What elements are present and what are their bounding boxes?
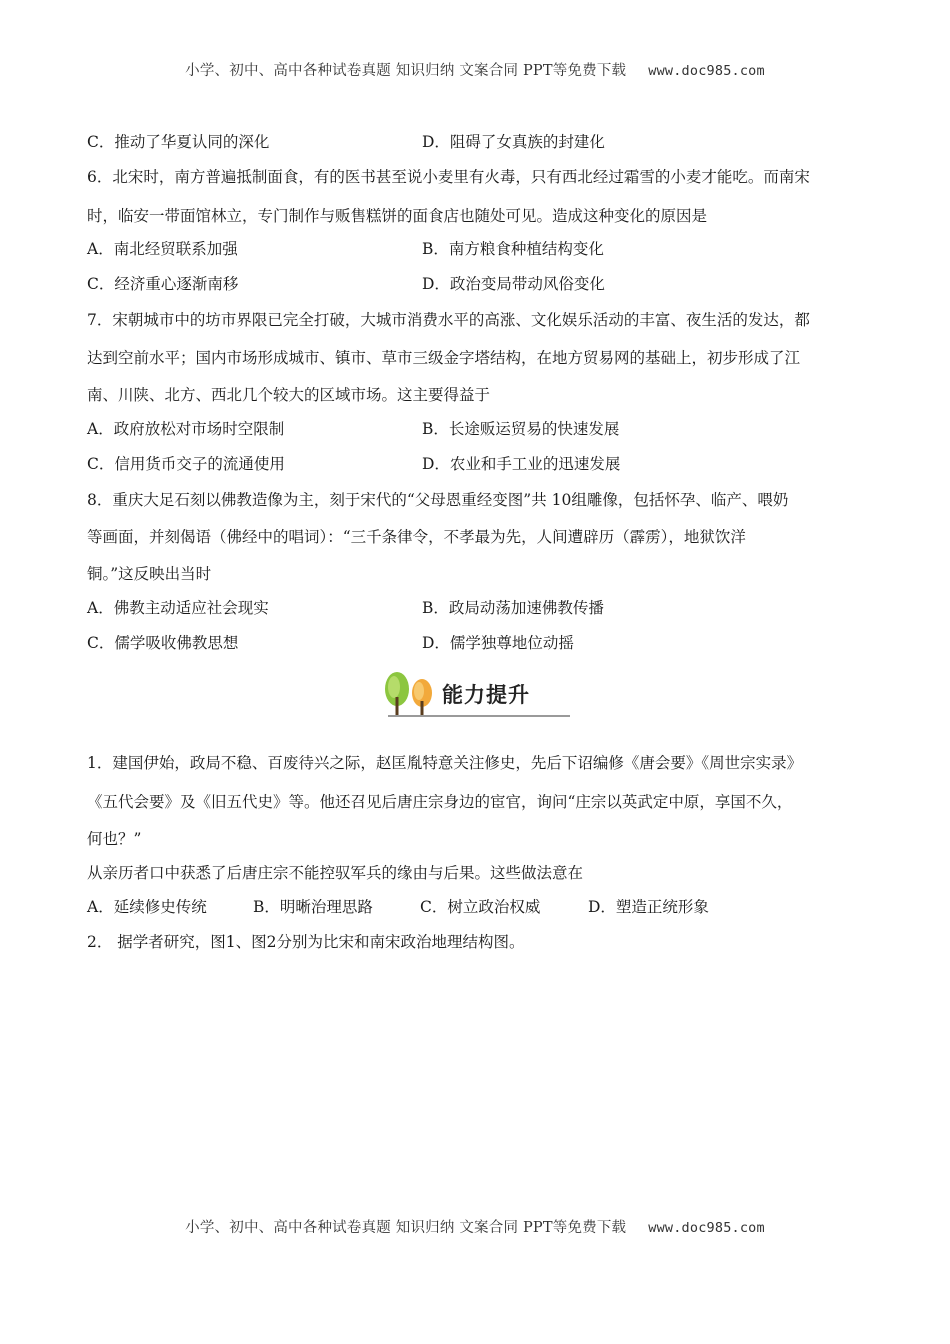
header-text: 小学、初中、高中各种试卷真题 知识归纳 文案合同 PPT等免费下载 <box>185 63 627 79</box>
q7-stem-line1: 7．宋朝城市中的坊市界限已完全打破，大城市消费水平的高涨、文化娱乐活动的丰富、夜生活的发达，都 <box>87 311 810 329</box>
q7-stem-line3: 南、川陕、北方、西北几个较大的区域市场。这主要得益于 <box>87 386 491 404</box>
section-underline <box>388 715 570 717</box>
q7-option-b: B．长途贩运贸易的快速发展 <box>422 420 620 438</box>
footer-url: www.doc985.com <box>648 1220 765 1236</box>
q5-option-c: C．推动了华夏认同的深化 <box>87 133 270 151</box>
q8-option-b: B．政局动荡加速佛教传播 <box>422 599 604 617</box>
q6-stem-line2: 时，临安一带面馆林立，专门制作与贩售糕饼的面食店也随处可见。造成这种变化的原因是 <box>87 207 708 225</box>
p1-stem-line4: 从亲历者口中获悉了后唐庄宗不能控驭军兵的缘由与后果。这些做法意在 <box>87 864 584 882</box>
q8-option-c: C．儒学吸收佛教思想 <box>87 634 239 652</box>
p1-option-b: B．明晰治理思路 <box>253 898 373 916</box>
section-banner <box>380 669 570 721</box>
p1-options <box>87 897 709 917</box>
q6-option-a: A．南北经贸联系加强 <box>87 240 238 258</box>
q8-stem-line1: 8．重庆大足石刻以佛教造像为主，刻于宋代的“父母恩重经变图”共 10组雕像，包括怀孕、临产、喂奶 <box>87 491 789 509</box>
q6-stem-line1: 6．北宋时，南方普遍抵制面食，有的医书甚至说小麦里有火毒，只有西北经过霜雪的小麦才能吃。而南宋 <box>87 168 810 186</box>
p1-option-a: A．延续修史传统 <box>87 898 207 916</box>
page-footer <box>0 1216 950 1237</box>
p1-stem-line1: 1．建国伊始，政局不稳、百废待兴之际，赵匡胤特意关注修史，先后下诏编修《唐会要》《周世宗实录》 <box>87 754 803 772</box>
p1-stem-line3: 何也？” <box>87 830 142 848</box>
footer-text: 小学、初中、高中各种试卷真题 知识归纳 文案合同 PPT等免费下载 <box>185 1220 627 1236</box>
p1-stem-line2: 《五代会要》及《旧五代史》等。他还召见后唐庄宗身边的宦官，询问“庄宗以英武定中原，享国不久， <box>87 793 793 811</box>
q5-option-d: D．阻碍了女真族的封建化 <box>422 133 605 151</box>
q8-stem-line2: 等画面，并刻偈语（佛经中的唱词）：“三千条律令，不孝最为先，人间遭辟历（霹雳），地狱饮洋 <box>87 528 746 546</box>
section-title: 能力提升 <box>442 683 530 707</box>
q6-option-d: D．政治变局带动风俗变化 <box>422 275 605 293</box>
p2-stem-line1: 2． 据学者研究，图1、图2分别为比宋和南宋政治地理结构图。 <box>87 933 525 951</box>
q7-stem-line2: 达到空前水平；国内市场形成城市、镇市、草市三级金字塔结构，在地方贸易网的基础上，初步形成了江 <box>87 349 801 367</box>
p1-option-d: D．塑造正统形象 <box>588 898 709 916</box>
q7-option-d: D．农业和手工业的迅速发展 <box>422 455 621 473</box>
q7-option-c: C．信用货币交子的流通使用 <box>87 455 285 473</box>
q6-option-b: B．南方粮食种植结构变化 <box>422 240 604 258</box>
p1-option-c: C．树立政治权威 <box>420 898 541 916</box>
header-url: www.doc985.com <box>648 63 765 79</box>
tree-icon <box>380 669 442 721</box>
q8-option-d: D．儒学独尊地位动摇 <box>422 634 574 652</box>
q6-option-c: C．经济重心逐渐南移 <box>87 275 239 293</box>
q8-stem-line3: 铜。”这反映出当时 <box>87 565 212 583</box>
q7-option-a: A．政府放松对市场时空限制 <box>87 420 285 438</box>
q8-option-a: A．佛教主动适应社会现实 <box>87 599 269 617</box>
page-header <box>0 59 950 80</box>
